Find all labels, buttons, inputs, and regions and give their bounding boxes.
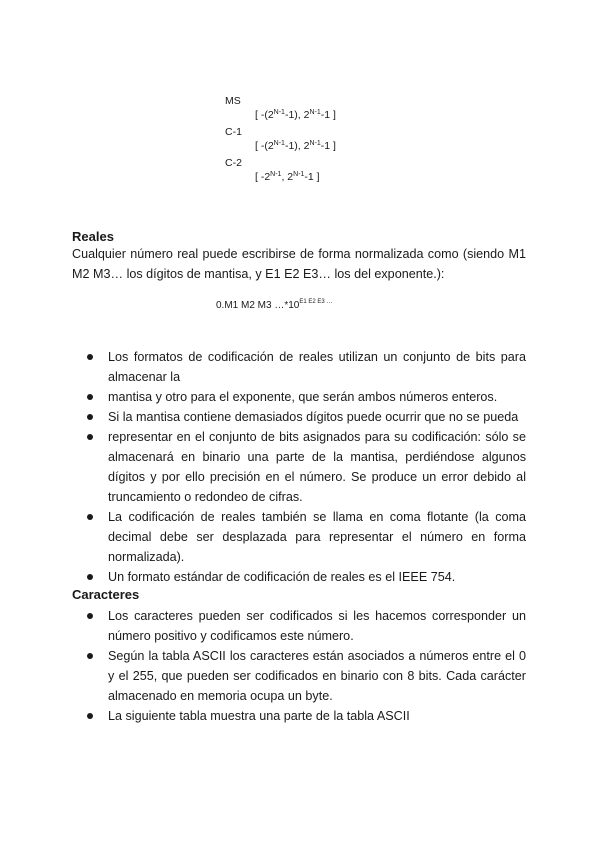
range-label-c1: C-1 — [225, 126, 242, 138]
list-item: Si la mantisa contiene demasiados dígitos puede ocurrir que no se pueda — [72, 407, 526, 427]
range-c1: [ $-(2^{N-1}-1)$, $2^{N-1}-1$ ] — [255, 139, 336, 152]
list-item: La codificación de reales también se llama en coma flotante (la coma decimal debe ser desplazada para representar el número en forma normalizada). — [72, 507, 526, 567]
bullet-icon — [87, 434, 93, 440]
list-item: mantisa y otro para el exponente, que serán ambos números enteros. — [72, 387, 526, 407]
range-ms: [ $-(2^{N-1}-1)$, $2^{N-1}-1$ ] — [255, 108, 336, 121]
bullet-icon — [87, 574, 93, 580]
bullet-icon — [87, 613, 93, 619]
representation-ranges — [225, 95, 336, 184]
range-c2: [ $-2^{N-1}$, $2^{N-1}-1$ ] — [255, 170, 320, 183]
range-label-c2: C-2 — [225, 157, 242, 169]
bullet-icon — [87, 713, 93, 719]
bullet-icon — [87, 394, 93, 400]
list-item: Los caracteres pueden ser codificados si les hacemos corresponder un número positivo y codificamos este número. — [72, 606, 526, 646]
caracteres-bullet-list — [72, 606, 526, 726]
bullet-icon — [87, 514, 93, 520]
bullet-icon — [87, 414, 93, 420]
normalized-formula: 0.M1 M2 M3 $\dots*10^{E1 E2 E3 \dots}$ — [216, 299, 333, 311]
reales-intro: Cualquier número real puede escribirse de forma normalizada como (siendo M1 M2 M3… los dígitos de mantisa, y E1 E2 E3… los del exponente.): — [72, 247, 526, 281]
list-item: Los formatos de codificación de reales utilizan un conjunto de bits para almacenar la — [72, 347, 526, 387]
bullet-icon — [87, 653, 93, 659]
list-item: representar en el conjunto de bits asignados para su codificación: sólo se almacenará en binario una parte de la mantisa, perdiéndose algunos dígitos y por ello precisión en el número. Se produce un error debido al truncamiento o redondeo de cifras. — [72, 427, 526, 507]
range-label-ms: MS — [225, 95, 241, 107]
bullet-icon — [87, 354, 93, 360]
reales-bullet-list — [72, 347, 526, 587]
heading-caracteres: Caracteres — [72, 587, 140, 602]
list-item: Según la tabla ASCII los caracteres están asociados a números entre el 0 y el 255, que pueden ser codificados en binario con 8 bits. Cada carácter almacenado en memoria ocupa un byte. — [72, 646, 526, 706]
list-item: La siguiente tabla muestra una parte de la tabla ASCII — [72, 706, 526, 726]
heading-reales: Reales — [72, 229, 114, 244]
list-item: Un formato estándar de codificación de reales es el IEEE 754. — [72, 567, 526, 587]
